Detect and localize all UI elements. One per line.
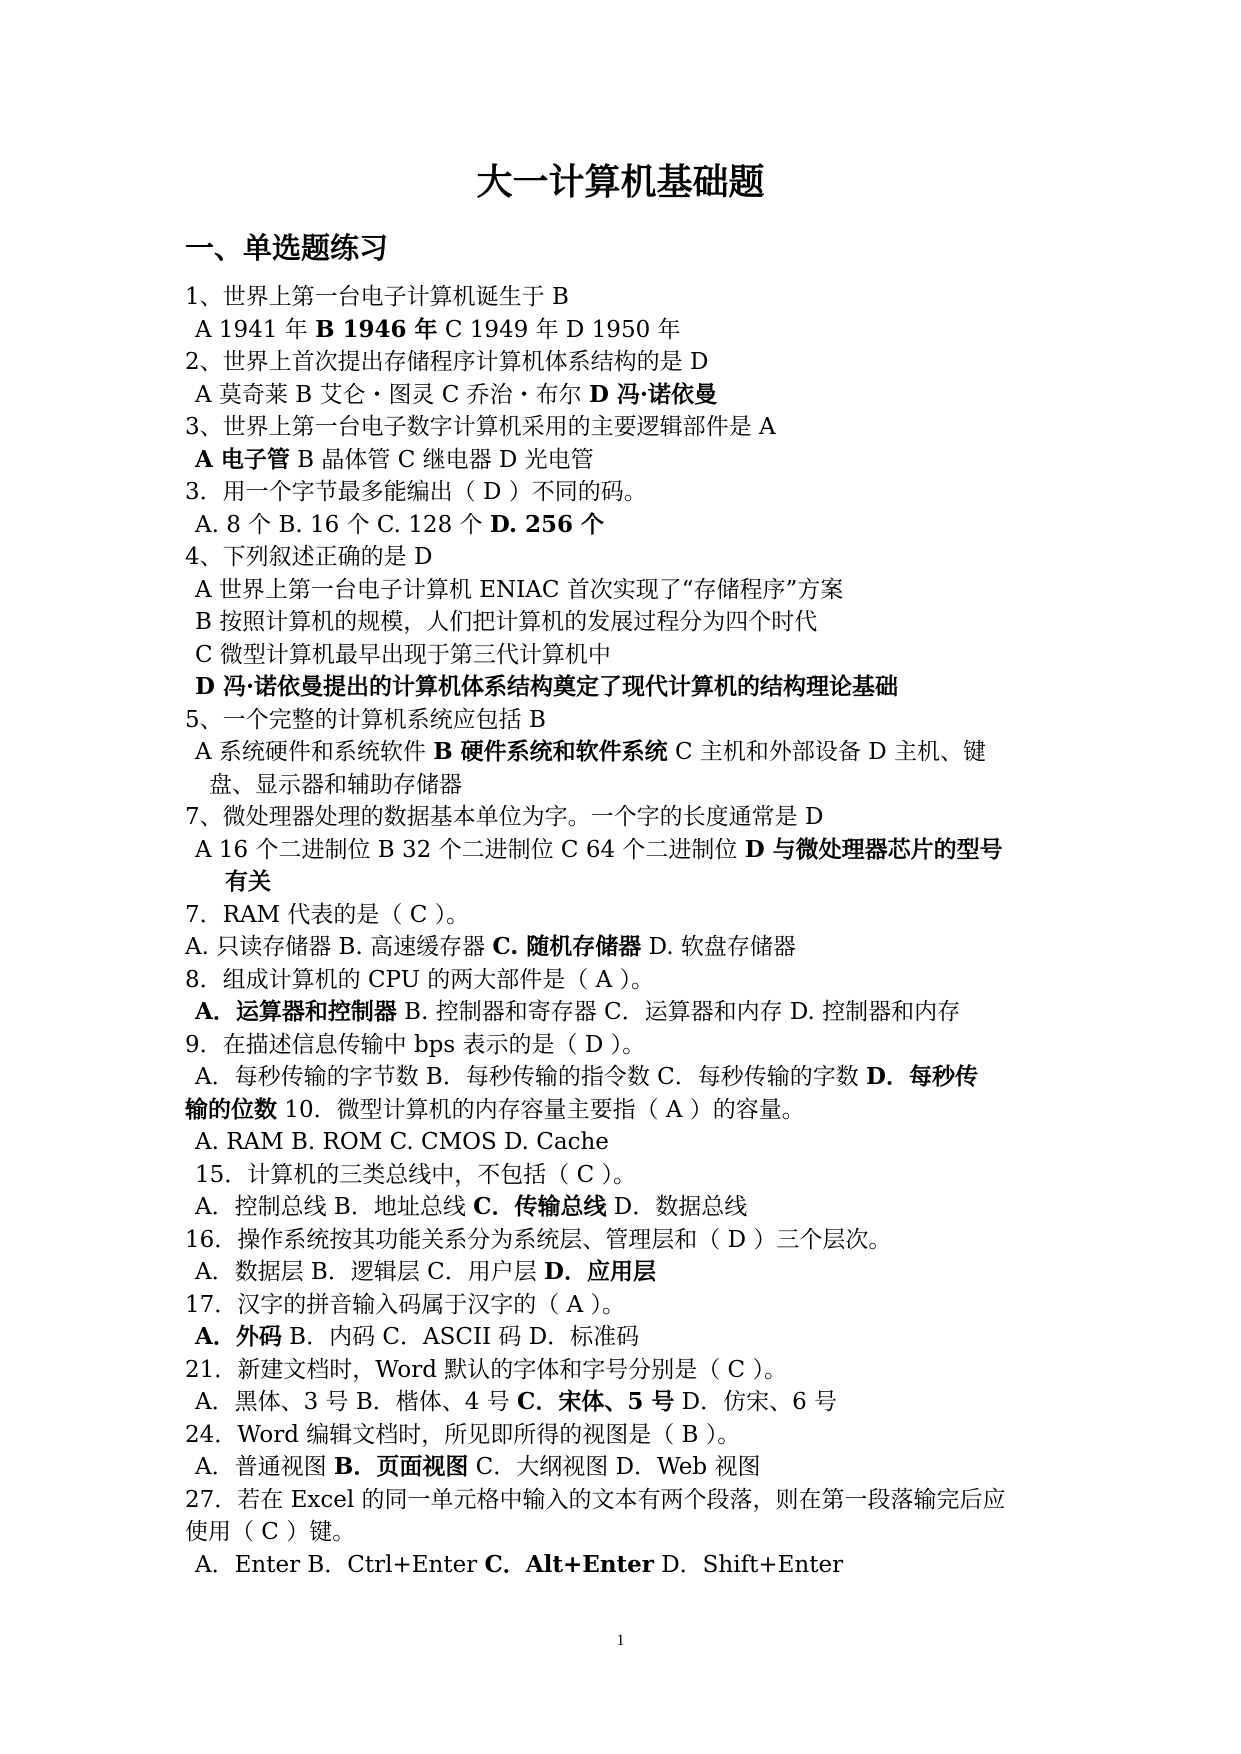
option-5c: C 微型计算机最早出现于第三代计算机中 bbox=[195, 641, 611, 668]
question-6: 5、一个完整的计算机系统应包括 B bbox=[185, 706, 546, 733]
options-13: A．数据层 B．逻辑层 C．用户层 D．应用层 bbox=[195, 1258, 656, 1285]
options-2: A 莫奇莱 B 艾仑・图灵 C 乔治・布尔 D 冯·诺依曼 bbox=[195, 380, 717, 408]
question-15: 21．新建文档时，Word 默认的字体和字号分别是（ C ）。 bbox=[185, 1356, 787, 1383]
answer-highlight: D．每秒传 bbox=[866, 1063, 978, 1090]
document-title: 大一计算机基础题 bbox=[476, 161, 765, 203]
question-17: 27．若在 Excel 的同一单元格中输入的文本有两个段落，则在第一段落输完后应 bbox=[185, 1486, 1006, 1513]
question-3: 3、世界上第一台电子数字计算机采用的主要逻辑部件是 A bbox=[185, 414, 776, 440]
answer-highlight: B．页面视图 bbox=[333, 1453, 469, 1480]
options-10-cont: 输的位数 10．微型计算机的内存容量主要指（ A ）的容量。 bbox=[185, 1095, 805, 1123]
section-heading: 一、单选题练习 bbox=[185, 231, 389, 265]
answer-highlight: B 硬件系统和软件系统 bbox=[433, 738, 668, 765]
answer-highlight: C．Alt+Enter bbox=[484, 1550, 654, 1578]
options-7: A 16 个二进制位 B 32 个二进制位 C 64 个二进制位 D 与微处理器芯片的型号 bbox=[195, 835, 1003, 863]
options-3: A 电子管 B 晶体管 C 继电器 D 光电管 bbox=[195, 445, 594, 473]
question-12: 15．计算机的三类总线中，不包括（ C ）。 bbox=[195, 1161, 636, 1188]
answer-highlight: C．传输总线 bbox=[473, 1193, 607, 1220]
question-5: 4、下列叙述正确的是 D bbox=[185, 544, 433, 570]
options-9: A．运算器和控制器 B. 控制器和寄存器 C．运算器和内存 D. 控制器和内存 bbox=[195, 998, 961, 1025]
answer-highlight: C. 随机存储器 bbox=[492, 933, 642, 960]
question-17-cont: 使用（ C ）键。 bbox=[185, 1519, 356, 1545]
question-list bbox=[185, 281, 1065, 1581]
options-6: A 系统硬件和系统软件 B 硬件系统和软件系统 C 主机和外部设备 D 主机、键 bbox=[195, 738, 986, 765]
options-14: A．外码 B．内码 C．ASCII 码 D．标准码 bbox=[195, 1323, 640, 1350]
page-number: 1 bbox=[616, 1632, 625, 1649]
question-4: 3．用一个字节最多能编出（ D ）不同的码。 bbox=[185, 479, 647, 505]
option-5b: B 按照计算机的规模，人们把计算机的发展过程分为四个时代 bbox=[195, 609, 818, 635]
question-1: 1、世界上第一台电子计算机诞生于 B bbox=[185, 284, 569, 310]
answer-highlight: D 冯·诺依曼 bbox=[588, 380, 717, 408]
question-16: 24．Word 编辑文档时，所见即所得的视图是（ B ）。 bbox=[185, 1421, 741, 1448]
question-10: 9．在描述信息传输中 bps 表示的是（ D ）。 bbox=[185, 1031, 646, 1058]
options-12: A．控制总线 B．地址总线 C．传输总线 D．数据总线 bbox=[195, 1193, 748, 1220]
options-4: A. 8 个 B. 16 个 C. 128 个 D. 256 个 bbox=[195, 510, 604, 538]
options-6-cont: 盘、显示器和辅助存储器 bbox=[209, 771, 462, 798]
options-10: A．每秒传输的字节数 B．每秒传输的指令数 C．每秒传输的字数 D．每秒传 bbox=[195, 1063, 978, 1090]
question-14: 17．汉字的拼音输入码属于汉字的（ A ）。 bbox=[185, 1291, 625, 1318]
question-7: 7、微处理器处理的数据基本单位为字。一个字的长度通常是 D bbox=[185, 804, 824, 830]
options-7-cont: 有关 bbox=[225, 868, 271, 895]
question-2: 2、世界上首次提出存储程序计算机体系结构的是 D bbox=[185, 349, 709, 375]
answer-highlight: D. 256 个 bbox=[489, 510, 604, 538]
answer-highlight: 输的位数 bbox=[185, 1095, 277, 1123]
options-1: A 1941 年 B 1946 年 C 1949 年 D 1950 年 bbox=[195, 315, 681, 343]
options-15: A．黑体、3 号 B．楷体、4 号 C．宋体、5 号 D．仿宋、6 号 bbox=[195, 1388, 838, 1415]
question-13: 16．操作系统按其功能关系分为系统层、管理层和（ D ）三个层次。 bbox=[185, 1226, 892, 1253]
options-11: A. RAM B. ROM C. CMOS D. Cache bbox=[195, 1129, 609, 1155]
answer-highlight: A 电子管 bbox=[195, 445, 290, 473]
answer-highlight: D．应用层 bbox=[544, 1258, 656, 1285]
answer-highlight: A．外码 bbox=[195, 1323, 282, 1350]
options-8: A. 只读存储器 B. 高速缓存器 C. 随机存储器 D. 软盘存储器 bbox=[185, 933, 796, 960]
options-17: A．Enter B．Ctrl+Enter C．Alt+Enter D．Shift+Enter bbox=[195, 1550, 844, 1578]
answer-highlight: D 与微处理器芯片的型号 bbox=[744, 835, 1003, 863]
question-9: 8．组成计算机的 CPU 的两大部件是（ A ）。 bbox=[185, 966, 655, 993]
question-8: 7．RAM 代表的是（ C ）。 bbox=[185, 901, 470, 928]
option-5d: D 冯·诺依曼提出的计算机体系结构奠定了现代计算机的结构理论基础 bbox=[195, 673, 898, 700]
options-16: A．普通视图 B．页面视图 C．大纲视图 D．Web 视图 bbox=[195, 1453, 761, 1480]
option-5a: A 世界上第一台电子计算机 ENIAC 首次实现了“存储程序”方案 bbox=[195, 576, 844, 603]
answer-highlight: B 1946 年 bbox=[315, 315, 438, 343]
answer-highlight: C．宋体、5 号 bbox=[517, 1388, 675, 1415]
answer-highlight: A．运算器和控制器 bbox=[195, 998, 397, 1025]
